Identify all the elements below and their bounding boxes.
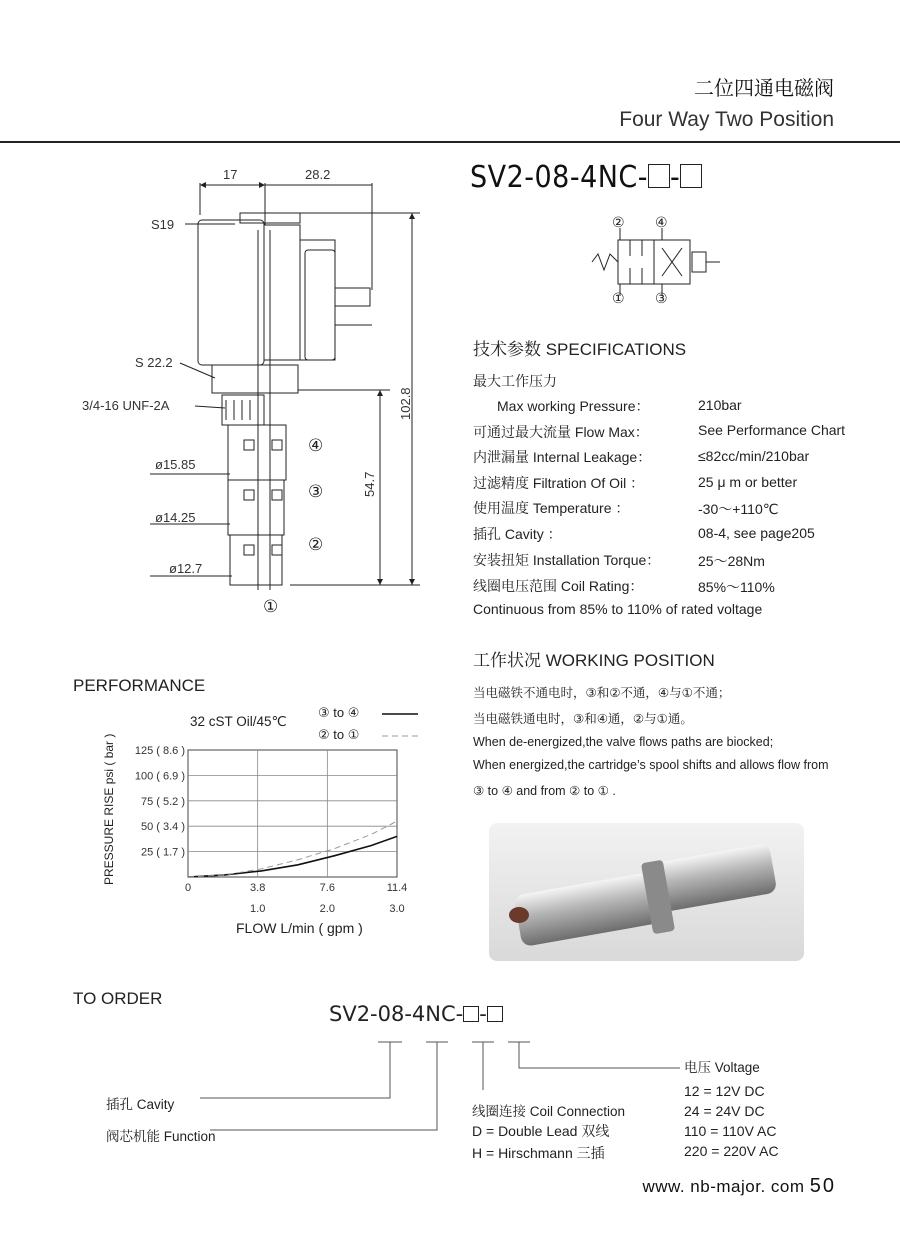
x-tick-label-gpm: 1.0	[250, 903, 266, 915]
order-heading: TO ORDER	[73, 989, 163, 1008]
y-tick-label: 75 ( 5.2 )	[140, 795, 185, 808]
symbol-port-1: ①	[612, 290, 625, 306]
spec-value: 85%～110%	[698, 579, 775, 595]
order-volt-head: 电压 Voltage	[684, 1060, 760, 1075]
spec-label: 过滤精度 Filtration Of Oil ：	[473, 475, 645, 491]
order-volt: 12 = 12V DC	[684, 1083, 765, 1099]
port-3-label: ③	[308, 482, 324, 501]
working-line: 当电磁铁不通电时，③和②不通，④与①不通；	[473, 686, 731, 700]
spec-label: 最大工作压力	[473, 373, 557, 389]
order-volt: 24 = 24V DC	[684, 1103, 765, 1119]
dia-1425-label: ø14.25	[155, 510, 196, 525]
chart-subtitle: 32 cST Oil/45℃	[190, 714, 287, 729]
spec-value: ≤82cc/min/210bar	[698, 448, 810, 464]
port-1-label: ①	[263, 597, 279, 616]
y-tick-label: 100 ( 6.9 )	[134, 770, 185, 783]
order-cavity: 插孔 Cavity	[106, 1097, 175, 1112]
spec-value: 210bar	[698, 397, 742, 413]
spec-label: 安装扭矩 Installation Torque：	[473, 552, 661, 568]
x-tick-label: 0	[184, 882, 192, 894]
y-tick-label: 50 ( 3.4 )	[140, 821, 185, 834]
port-4-label: ④	[308, 436, 324, 455]
dim-28: 28.2	[305, 167, 331, 182]
y-tick-label: 25 ( 1.7 )	[140, 846, 185, 859]
symbol-port-3: ③	[655, 290, 668, 306]
order-function: 阀芯机能 Function	[106, 1129, 216, 1144]
footer-url[interactable]: www. nb-major. com	[642, 1177, 805, 1196]
order-coil-head: 线圈连接 Coil Connection	[472, 1104, 626, 1119]
symbol-port-4: ④	[655, 214, 668, 230]
order-volt: 110 = 110V AC	[684, 1123, 777, 1139]
title-cn: 二位四通电磁阀	[694, 78, 834, 100]
spec-label: 可通过最大流量 Flow Max：	[473, 424, 649, 440]
x-tick-label-gpm: 3.0	[389, 903, 405, 915]
order-coil-d: D = Double Lead 双线	[472, 1123, 610, 1139]
dim-102: 102.8	[398, 387, 413, 420]
model-code: SV2-08-4NC- -	[470, 160, 702, 195]
order-coil-h: H = Hirschmann 三插	[472, 1145, 605, 1161]
spec-value: See Performance Chart	[698, 422, 846, 438]
page-number: 50	[809, 1175, 836, 1197]
working-line: When de-energized,the valve flows paths are biocked;	[473, 735, 774, 749]
port-2-label: ②	[308, 535, 324, 554]
working-line: 当电磁铁通电时，③和④通，②与①通。	[473, 712, 693, 726]
hex-s19-label: S19	[151, 217, 175, 232]
symbol-port-2: ②	[612, 214, 625, 230]
footer	[642, 1175, 836, 1198]
dia-1585-label: ø15.85	[155, 457, 196, 472]
legend-item: ③ to ④	[318, 705, 360, 720]
x-tick-label: 3.8	[250, 882, 266, 894]
dim-17: 17	[223, 167, 238, 182]
spec-label: 使用温度 Temperature ：	[473, 500, 630, 516]
chart-ylabel: PRESSURE RISE psi ( bar )	[102, 733, 116, 885]
hex-s22-label: S 22.2	[135, 355, 173, 370]
legend-item: ② to ①	[318, 727, 360, 742]
order-code: SV2-08-4NC- -	[329, 1002, 503, 1026]
working-line: When energized,the cartridge’s spool shifts and allows flow from	[473, 758, 829, 772]
title-en: Four Way Two Position	[619, 108, 834, 131]
x-tick-label: 7.6	[319, 882, 335, 894]
working-heading: 工作状况 WORKING POSITION	[473, 651, 715, 670]
thread-label: 3/4-16 UNF-2A	[82, 398, 170, 413]
working-line: ③ to ④ and from ② to ① .	[473, 784, 616, 798]
x-tick-label-gpm: 2.0	[319, 903, 335, 915]
dia-127-label: ø12.7	[169, 561, 203, 576]
dim-54: 54.7	[362, 471, 377, 497]
specs-heading: 技术参数 SPECIFICATIONS	[473, 340, 687, 359]
spec-value: -30～+110℃	[698, 501, 779, 517]
spec-label: 内泄漏量 Internal Leakage：	[473, 449, 652, 465]
spec-value: 08-4, see page205	[698, 525, 815, 541]
chart-xlabel: FLOW L/min ( gpm )	[236, 920, 363, 936]
y-tick-label: 125 ( 8.6 )	[134, 745, 185, 757]
spec-value: 25～28Nm	[698, 553, 765, 569]
spec-label: Max working Pressure：	[497, 398, 650, 414]
order-volt: 220 = 220V AC	[684, 1143, 779, 1159]
spec-label: 插孔 Cavity ：	[473, 526, 562, 542]
x-tick-label: 11.4	[386, 882, 408, 894]
spec-note: Continuous from 85% to 110% of rated voltage	[473, 601, 763, 617]
spec-value: 25 μ m or better	[698, 474, 798, 490]
spec-label: 线圈电压范围 Coil Rating：	[473, 578, 644, 594]
chart-title: PERFORMANCE	[73, 676, 206, 695]
